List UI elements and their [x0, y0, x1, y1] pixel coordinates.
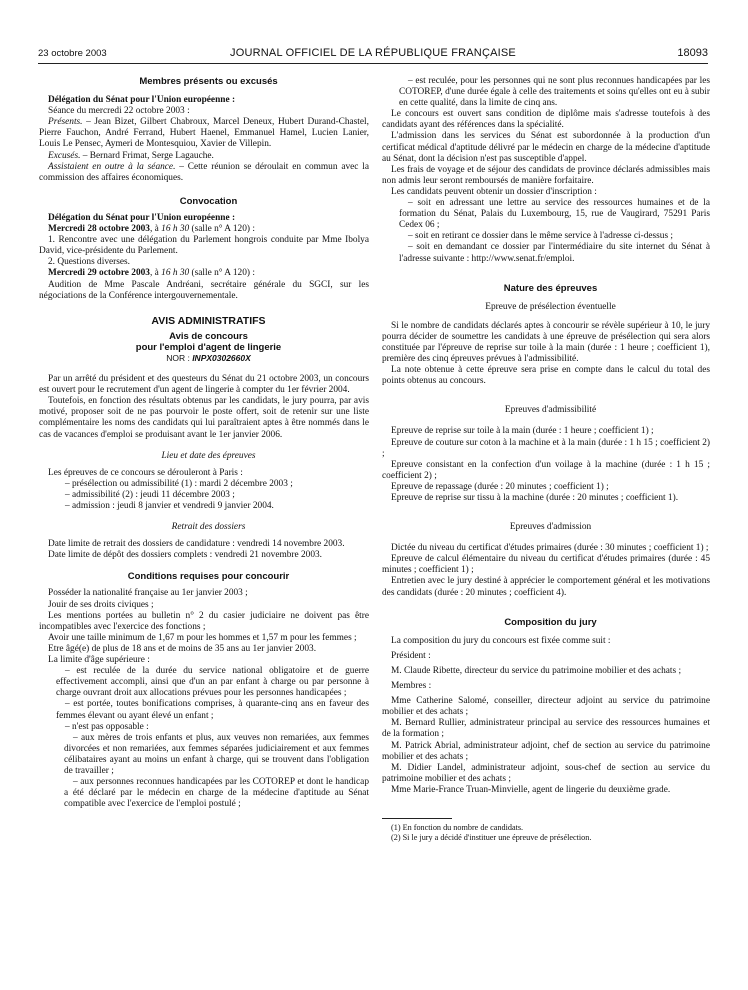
paragraph — [39, 151, 369, 162]
paragraph: Les frais de voyage et de séjour des candidats de province déclarés admissibles mais non admis leur seront remboursés de manière forfaitaire. — [382, 164, 710, 186]
paragraph: Les épreuves de ce concours se dérouleront à Paris : — [48, 467, 243, 478]
paragraph: Séance du mercredi 22 octobre 2003 : — [48, 106, 190, 117]
footnote: (2) Si le jury a décidé d'instituer une épreuve de présélection. — [391, 832, 592, 842]
list-item: – est reculée de la durée du service national obligatoire et de guerre effectivement accompli, ainsi que d'un an par enfant à charge ou par personne à charge ouvrant droit aux allocations prévues pour les personnes handicapées ; — [56, 666, 369, 699]
left-column — [39, 76, 369, 810]
paragraph: Posséder la nationalité française au 1er janvier 2003 ; — [48, 588, 248, 599]
footnote-rule — [382, 818, 452, 819]
paragraph: Si le nombre de candidats déclarés aptes à concourir se révèle supérieur à 10, le jury pourra décider de soumettre les candidats à une épreuve de présélection qui sera alors constituée par l'épreuve de reprise sur toile à la main (durée : 1 heure ; coefficient 1), première des cinq épreuves prévues à l'admissibilité. — [382, 320, 710, 365]
italic-heading: Lieu et date des épreuves — [161, 450, 256, 461]
list-item: – présélection ou admissibilité (1) : mardi 2 décembre 2003 ; — [65, 478, 293, 489]
paragraph: La limite d'âge supérieure : — [48, 655, 150, 666]
paragraph: M. Didier Landel, administrateur adjoint, sous-chef de section au service du patrimoine mobilier et des achats ; — [382, 762, 710, 784]
paragraph: Epreuve de couture sur coton à la machine et à la main (durée : 1 h 15 ; coefficient 2) ; — [382, 437, 710, 459]
text: , à — [149, 268, 162, 279]
paragraph: Toutefois, en fonction des résultats obtenus par les candidats, le jury pourra, par avis motivé, proposer soit de ne pas pourvoir le poste offert, soit de retenir sur une liste complémentaire les noms des candidats qui lui paraîtraient aptes à être nommés dans le cas de vacances d'emploi se produisant avant le 1er janvier 2006. — [39, 396, 369, 440]
paragraph: Epreuve de repassage (durée : 20 minutes ; coefficient 1) ; — [391, 481, 609, 492]
list-item: – aux mères de trois enfants et plus, aux veuves non remariées, aux femmes divorcées et non remariées, aux femmes séparées judiciairement et aux femmes célibataires ayant au moins un enfant à charge, qui se trouvent dans l'obligation de travailler ; — [64, 732, 369, 776]
list-item: – aux personnes reconnues handicapées par les COTOREP et dont le handicap a été déclaré par le médecin en charge de la médecine d'aptitude au Sénat compatible avec l'exercice de l'emploi postulé ; — [64, 777, 369, 810]
delegation-title: Délégation du Sénat pour l'Union européenne : — [48, 212, 236, 223]
list-item: – est portée, toutes bonifications comprises, à quarante-cinq ans en faveur des femmes élevant ou ayant élevé un enfant ; — [56, 699, 369, 721]
section-heading: Nature des épreuves — [503, 282, 598, 294]
paragraph: La note obtenue à cette épreuve sera prise en compte dans le calcul du total des points obtenus au concours. — [382, 365, 710, 387]
presents-text: – Jean Bizet, Gilbert Chabroux, Marcel Deneux, Hubert Durand-Chastel, Pierre Fauchon, André Ferrand, Hubert Haenel, Emmanuel Hamel, Lucien Lanier, Louis Le Pensec, Aymeri de Montesquiou, Xavier de Villepin. — [39, 117, 369, 150]
paragraph: Président : — [391, 650, 431, 661]
paragraph — [39, 224, 369, 235]
paragraph — [39, 268, 369, 279]
paragraph: Jouir de ses droits civiques ; — [48, 599, 154, 610]
list-item: – soit en demandant ce dossier par l'intermédiaire du site internet du Sénat à l'adresse suivante : http://www.senat.fr/emploi. — [399, 242, 710, 264]
paragraph: Date limite de dépôt des dossiers complets : vendredi 21 novembre 2003. — [48, 550, 323, 561]
paragraph: Date limite de retrait des dossiers de candidature : vendredi 14 novembre 2003. — [48, 539, 345, 550]
nor-value: INPX0302660X — [192, 352, 251, 363]
date-bold: Mercredi 29 octobre 2003 — [48, 268, 150, 279]
delegation-title: Délégation du Sénat pour l'Union européenne : — [48, 95, 236, 106]
header-date: 23 octobre 2003 — [38, 48, 107, 59]
paragraph: Entretien avec le jury destiné à apprécier le comportement général et les motivations des candidats (durée : 20 minutes ; coefficient 4). — [382, 576, 710, 598]
paragraph: M. Patrick Abrial, administrateur adjoint, chef de section au service du patrimoine mobilier et des achats ; — [382, 740, 710, 762]
paragraph: Mme Marie-France Truan-Minvielle, agent de lingerie du deuxième grade. — [391, 784, 671, 795]
paragraph: Dictée du niveau du certificat d'études primaires (durée : 30 minutes ; coefficient 1) ; — [391, 543, 709, 554]
paragraph: Le concours est ouvert sans condition de diplôme mais s'adresse toutefois à des candidats ayant des références dans la spécialité. — [382, 109, 710, 131]
subheading — [39, 95, 369, 106]
text: (salle n° A 120) : — [189, 224, 255, 235]
paragraph: Epreuve de reprise sur toile à la main (durée : 1 heure ; coefficient 1) ; — [391, 426, 654, 437]
section-heading: Composition du jury — [504, 616, 597, 628]
text: , à — [149, 224, 162, 235]
assistaient-label: Assistaient en outre à la séance. — [48, 161, 176, 172]
paragraph: 2. Questions diverses. — [48, 257, 131, 268]
avis-subheading: pour l'emploi d'agent de lingerie — [135, 341, 282, 353]
footnote: (1) En fonction du nombre de candidats. — [391, 822, 524, 832]
assistaient-text: – Cette réunion se déroulait en commun avec la commission des affaires économiques. — [39, 161, 369, 183]
paragraph: Etre âgé(e) de plus de 18 ans et de moins de 35 ans au 1er janvier 2003. — [48, 643, 317, 654]
list-item: – est reculée, pour les personnes qui ne sont plus reconnues handicapées par les COTOREP, d'une durée égale à celle des traitements et soins qu'elles ont eu à subir en cette qualité, dans la limite de cinq ans. — [399, 76, 710, 109]
paragraph: Audition de Mme Pascale Andréani, secrétaire générale du SGCI, sur les négociations de la Conférence intergouvernementale. — [39, 279, 369, 301]
sub-heading: Epreuves d'admissibilité — [504, 405, 597, 416]
list-item: – soit en adressant une lettre au service des ressources humaines et de la formation du Sénat, Palais du Luxembourg, 15, rue de Vaugirard, 75291 Paris Cedex 06 ; — [399, 198, 710, 231]
section-heading: Conditions requises pour concourir — [127, 571, 290, 583]
list-item: – admissibilité (2) : jeudi 11 décembre 2003 ; — [65, 489, 235, 500]
avis-subheading: Avis de concours — [169, 330, 248, 342]
paragraph: M. Bernard Rullier, administrateur principal au service des ressources humaines et de la formation ; — [382, 718, 710, 740]
list-item: – soit en retirant ce dossier dans le même service à l'adresse ci-dessus ; — [408, 231, 674, 242]
time: 16 h 30 — [161, 268, 190, 279]
paragraph: Epreuve consistant en la confection d'un voilage à la machine (durée : 1 h 15 ; coefficient 2) ; — [382, 459, 710, 481]
sub-heading: Epreuve de présélection éventuelle — [485, 301, 616, 312]
paragraph: Les candidats peuvent obtenir un dossier d'inscription : — [391, 186, 597, 197]
paragraph — [39, 117, 369, 150]
list-item: – admission : jeudi 8 janvier et vendredi 9 janvier 2004. — [65, 501, 274, 511]
paragraph: Epreuve de calcul élémentaire du niveau du certificat d'études primaires (durée : 45 minutes ; coefficient 1) ; — [382, 554, 710, 576]
nor-label: NOR : — [166, 352, 193, 363]
right-column — [382, 76, 710, 843]
avis-heading: AVIS ADMINISTRATIFS — [151, 314, 266, 327]
paragraph: La composition du jury du concours est fixée comme suit : — [391, 635, 611, 646]
page-header — [38, 48, 708, 62]
paragraph: 1. Rencontre avec une délégation du Parlement hongrois conduite par Mme Ibolya David, vice-présidente du Parlement. — [39, 235, 369, 257]
journal-title: JOURNAL OFFICIEL DE LA RÉPUBLIQUE FRANÇAISE — [230, 47, 516, 59]
paragraph: M. Claude Ribette, directeur du service du patrimoine mobilier et des achats ; — [391, 665, 682, 676]
paragraph: Membres : — [391, 681, 432, 692]
date-bold: Mercredi 28 octobre 2003 — [48, 224, 150, 235]
section-heading: Convocation — [179, 195, 238, 207]
nor-reference — [39, 353, 369, 364]
section-heading: Membres présents ou excusés — [139, 76, 278, 87]
italic-heading: Retrait des dossiers — [171, 522, 246, 533]
sub-heading: Epreuves d'admission — [509, 522, 592, 533]
time: 16 h 30 — [161, 224, 190, 235]
paragraph: Les mentions portées au bulletin n° 2 du casier judiciaire ne doivent pas être incompatibles avec l'exercice des fonctions ; — [39, 610, 369, 632]
paragraph: L'admission dans les services du Sénat est subordonnée à la production d'un certificat médical d'aptitude délivré par le médecin en charge de la médecine d'aptitude au Sénat, dont la décision n'est pas susceptible d'appel. — [382, 131, 710, 164]
paragraph: Par un arrêté du président et des questeurs du Sénat du 21 octobre 2003, un concours est ouvert pour le recrutement d'un agent de lingerie à compter du 1er février 2004. — [39, 374, 369, 396]
header-rule — [38, 63, 708, 64]
excuses-text: – Bernard Frimat, Serge Lagauche. — [80, 150, 214, 161]
paragraph — [39, 162, 369, 184]
list-item: – n'est pas opposable : — [65, 721, 149, 732]
paragraph: Epreuve de reprise sur tissu à la machine (durée : 20 minutes ; coefficient 1). — [391, 493, 679, 503]
paragraph: Mme Catherine Salomé, conseiller, directeur adjoint au service du patrimoine mobilier et des achats ; — [382, 696, 710, 718]
excuses-label: Excusés. — [48, 150, 81, 161]
paragraph: Avoir une taille minimum de 1,67 m pour les hommes et 1,57 m pour les femmes ; — [48, 632, 357, 643]
presents-label: Présents. — [48, 117, 83, 128]
text: (salle n° A 120) : — [189, 268, 255, 279]
page-number: 18093 — [677, 47, 708, 59]
subheading — [39, 213, 369, 224]
